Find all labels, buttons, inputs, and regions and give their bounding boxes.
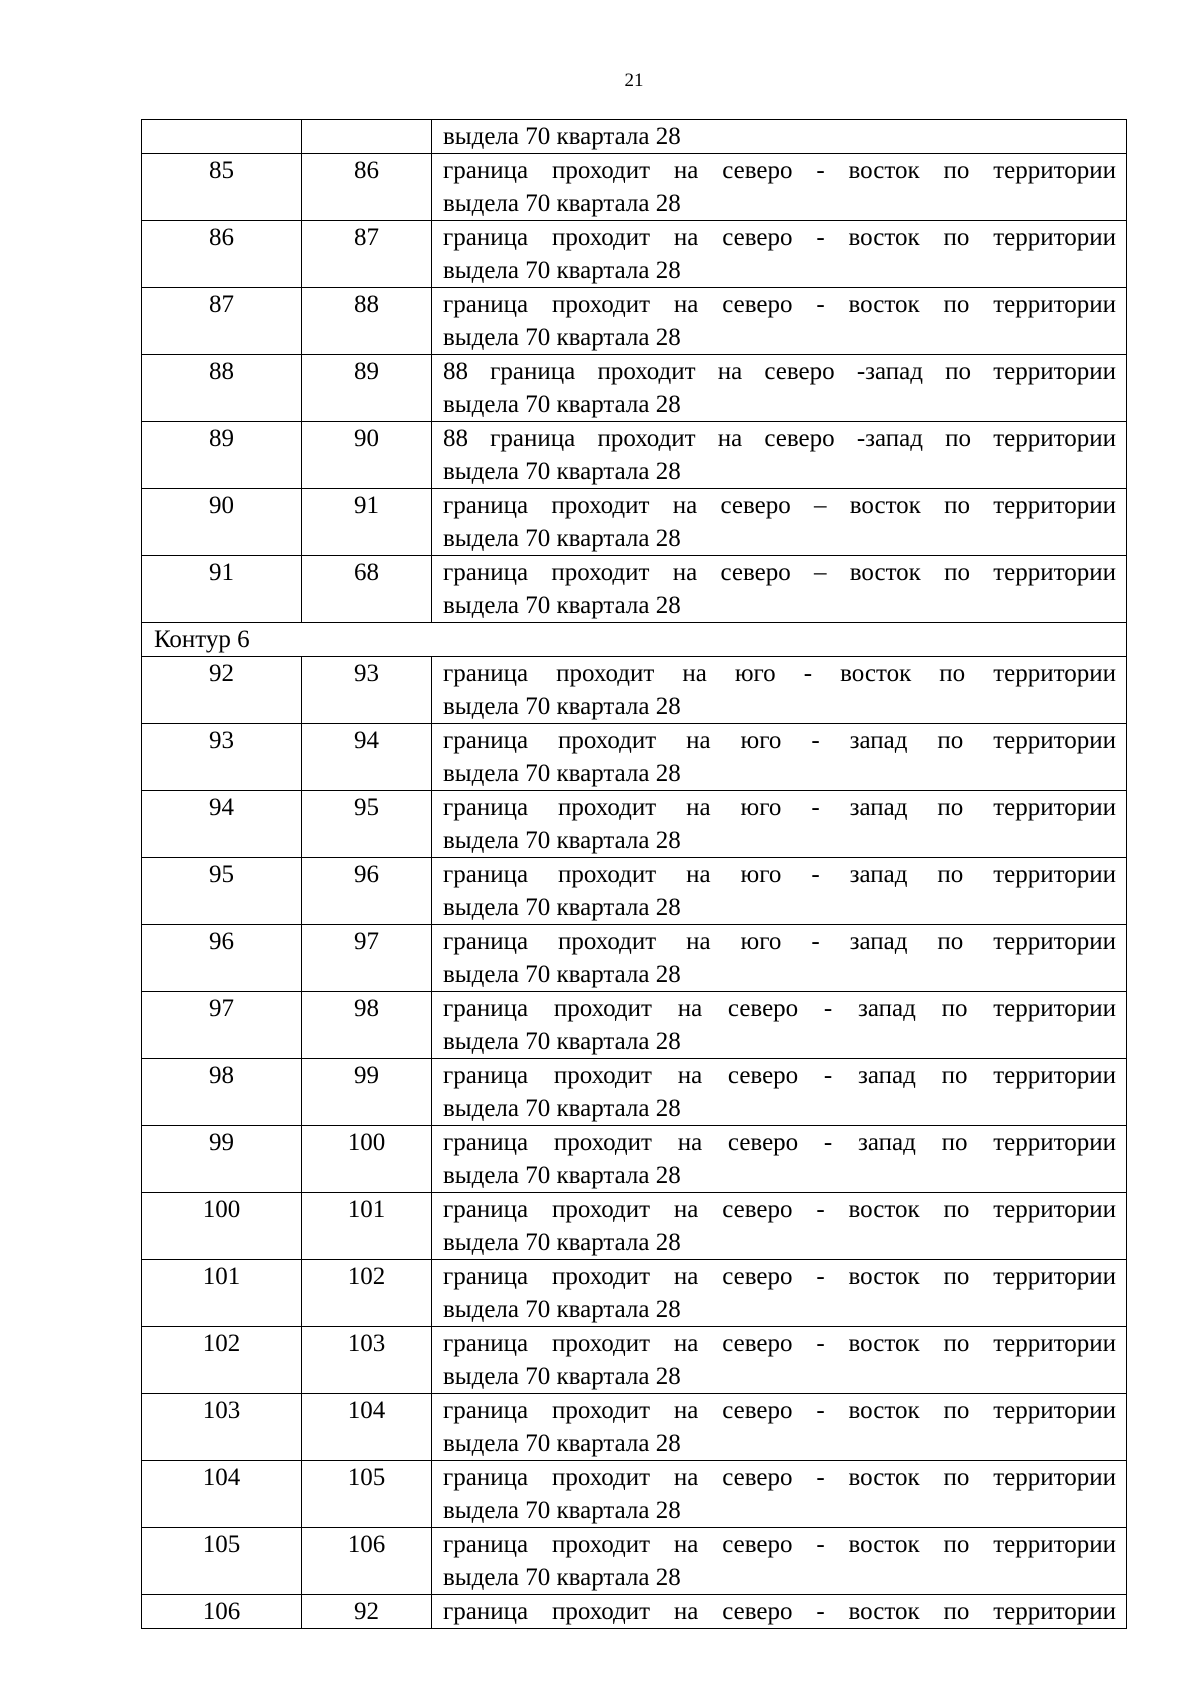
description-cell	[432, 489, 1127, 556]
table-row	[142, 1461, 1127, 1528]
table-row	[142, 1059, 1127, 1126]
description-line: выдела 70 квартала 28	[443, 1296, 681, 1323]
description-line: граница проходит на северо - восток по территории	[443, 224, 1116, 251]
description-cell	[432, 556, 1127, 623]
section-row	[142, 623, 1127, 657]
table-row	[142, 1528, 1127, 1595]
description-line: граница проходит на юго - запад по территории	[443, 727, 1116, 754]
description-line: выдела 70 квартала 28	[443, 257, 681, 284]
point-to-cell	[302, 120, 432, 154]
description-line: выдела 70 квартала 28	[443, 1229, 681, 1256]
point-to-cell: 104	[302, 1394, 432, 1461]
point-from-cell: 93	[142, 724, 302, 791]
description-line: граница проходит на северо - восток по территории	[443, 1330, 1116, 1357]
point-from-cell: 106	[142, 1595, 302, 1629]
point-from-cell: 86	[142, 221, 302, 288]
description-line: выдела 70 квартала 28	[443, 894, 681, 921]
point-to-cell: 102	[302, 1260, 432, 1327]
description-line: граница проходит на северо - восток по территории	[443, 1397, 1116, 1424]
table-row	[142, 422, 1127, 489]
boundary-table	[141, 119, 1127, 1629]
section-label: Контур 6	[142, 623, 1127, 657]
description-line: граница проходит на северо - восток по территории	[443, 1196, 1116, 1223]
description-cell	[432, 288, 1127, 355]
point-from-cell: 88	[142, 355, 302, 422]
point-to-cell: 95	[302, 791, 432, 858]
description-cell	[432, 992, 1127, 1059]
description-cell	[432, 791, 1127, 858]
description-line: выдела 70 квартала 28	[443, 592, 681, 619]
point-to-cell: 106	[302, 1528, 432, 1595]
description-line: граница проходит на северо - восток по территории	[443, 157, 1116, 184]
point-to-cell: 88	[302, 288, 432, 355]
page-number: 21	[624, 70, 644, 91]
description-line: граница проходит на северо - восток по территории	[443, 291, 1116, 318]
table-row	[142, 556, 1127, 623]
description-line: выдела 70 квартала 28	[443, 1162, 681, 1189]
description-line: граница проходит на юго - восток по территории	[443, 660, 1116, 687]
point-from-cell: 96	[142, 925, 302, 992]
description-line: граница проходит на юго - запад по территории	[443, 794, 1116, 821]
description-cell	[432, 724, 1127, 791]
point-from-cell: 99	[142, 1126, 302, 1193]
description-line: выдела 70 квартала 28	[443, 1430, 681, 1457]
table-row	[142, 724, 1127, 791]
description-line: 88 граница проходит на северо -запад по территории	[443, 358, 1116, 385]
point-to-cell: 68	[302, 556, 432, 623]
table-row	[142, 154, 1127, 221]
description-line: граница проходит на северо - запад по территории	[443, 1062, 1116, 1089]
description-cell	[432, 657, 1127, 724]
point-from-cell: 89	[142, 422, 302, 489]
description-cell	[432, 120, 1127, 154]
point-from-cell: 90	[142, 489, 302, 556]
point-to-cell: 103	[302, 1327, 432, 1394]
point-from-cell: 102	[142, 1327, 302, 1394]
description-line: граница проходит на юго - запад по территории	[443, 928, 1116, 955]
description-line: граница проходит на северо - запад по территории	[443, 995, 1116, 1022]
point-to-cell: 101	[302, 1193, 432, 1260]
description-line: выдела 70 квартала 28	[443, 458, 681, 485]
description-cell	[432, 1327, 1127, 1394]
point-to-cell: 97	[302, 925, 432, 992]
table-row	[142, 1394, 1127, 1461]
point-to-cell: 94	[302, 724, 432, 791]
table-row	[142, 1193, 1127, 1260]
description-cell	[432, 355, 1127, 422]
point-to-cell: 89	[302, 355, 432, 422]
point-to-cell: 90	[302, 422, 432, 489]
description-line: выдела 70 квартала 28	[443, 1363, 681, 1390]
point-from-cell: 103	[142, 1394, 302, 1461]
point-from-cell: 95	[142, 858, 302, 925]
description-line: граница проходит на юго - запад по территории	[443, 861, 1116, 888]
description-line: 88 граница проходит на северо -запад по территории	[443, 425, 1116, 452]
description-cell	[432, 925, 1127, 992]
description-line: выдела 70 квартала 28	[443, 391, 681, 418]
table-row	[142, 657, 1127, 724]
description-line: выдела 70 квартала 28	[443, 827, 681, 854]
boundary-table-body	[142, 120, 1127, 1629]
description-cell	[432, 1059, 1127, 1126]
description-cell	[432, 221, 1127, 288]
point-to-cell: 92	[302, 1595, 432, 1629]
description-cell	[432, 422, 1127, 489]
description-line: выдела 70 квартала 28	[443, 961, 681, 988]
point-from-cell: 105	[142, 1528, 302, 1595]
point-to-cell: 100	[302, 1126, 432, 1193]
table-row	[142, 1595, 1127, 1629]
table-row	[142, 355, 1127, 422]
point-from-cell: 91	[142, 556, 302, 623]
point-from-cell: 101	[142, 1260, 302, 1327]
table-row	[142, 1327, 1127, 1394]
point-from-cell: 100	[142, 1193, 302, 1260]
point-from-cell: 97	[142, 992, 302, 1059]
point-from-cell: 85	[142, 154, 302, 221]
description-line: граница проходит на северо – восток по территории	[443, 559, 1116, 586]
table-row	[142, 1260, 1127, 1327]
point-from-cell	[142, 120, 302, 154]
description-cell	[432, 1461, 1127, 1528]
table-row	[142, 791, 1127, 858]
description-cell	[432, 1193, 1127, 1260]
description-line: выдела 70 квартала 28	[443, 760, 681, 787]
point-to-cell: 86	[302, 154, 432, 221]
description-cell	[432, 858, 1127, 925]
point-from-cell: 104	[142, 1461, 302, 1528]
point-from-cell: 92	[142, 657, 302, 724]
table-row	[142, 221, 1127, 288]
point-to-cell: 98	[302, 992, 432, 1059]
description-cell	[432, 1126, 1127, 1193]
description-line: граница проходит на северо - восток по территории	[443, 1464, 1116, 1491]
description-cell	[432, 1595, 1127, 1629]
description-line: выдела 70 квартала 28	[443, 324, 681, 351]
table-row	[142, 858, 1127, 925]
point-to-cell: 96	[302, 858, 432, 925]
description-line: выдела 70 квартала 28	[443, 1497, 681, 1524]
description-line: выдела 70 квартала 28	[443, 123, 681, 150]
description-cell	[432, 1260, 1127, 1327]
table-row	[142, 1126, 1127, 1193]
point-to-cell: 93	[302, 657, 432, 724]
description-line: граница проходит на северо – восток по территории	[443, 492, 1116, 519]
description-line: выдела 70 квартала 28	[443, 693, 681, 720]
description-cell	[432, 154, 1127, 221]
point-from-cell: 87	[142, 288, 302, 355]
point-to-cell: 99	[302, 1059, 432, 1126]
point-to-cell: 105	[302, 1461, 432, 1528]
description-line: выдела 70 квартала 28	[443, 525, 681, 552]
point-from-cell: 94	[142, 791, 302, 858]
description-line: выдела 70 квартала 28	[443, 1028, 681, 1055]
table-row	[142, 120, 1127, 154]
point-to-cell: 91	[302, 489, 432, 556]
description-line: граница проходит на северо - восток по территории	[443, 1598, 1116, 1625]
description-line: граница проходит на северо - восток по территории	[443, 1263, 1116, 1290]
point-to-cell: 87	[302, 221, 432, 288]
description-line: выдела 70 квартала 28	[443, 1095, 681, 1122]
description-line: граница проходит на северо - запад по территории	[443, 1129, 1116, 1156]
table-row	[142, 925, 1127, 992]
table-row	[142, 992, 1127, 1059]
description-cell	[432, 1528, 1127, 1595]
description-cell	[432, 1394, 1127, 1461]
point-from-cell: 98	[142, 1059, 302, 1126]
description-line: выдела 70 квартала 28	[443, 1564, 681, 1591]
description-line: выдела 70 квартала 28	[443, 190, 681, 217]
table-row	[142, 288, 1127, 355]
description-line: граница проходит на северо - восток по территории	[443, 1531, 1116, 1558]
table-row	[142, 489, 1127, 556]
